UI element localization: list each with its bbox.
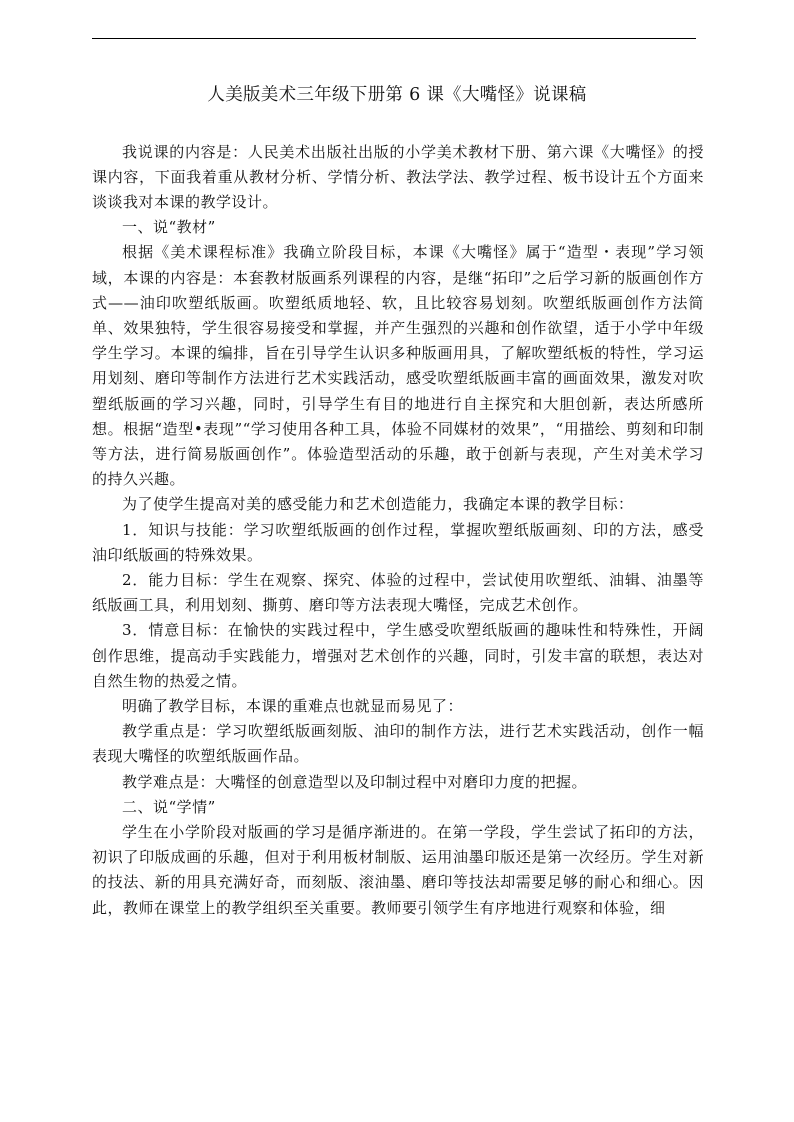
paragraph-difficulty: 教学难点是：大嘴怪的创意造型以及印制过程中对磨印力度的把握。 bbox=[122, 772, 588, 791]
paragraph-goal-2: 2．能力目标：学生在观察、探究、体验的过程中，尝试使用吹塑纸、油辑、油墨等纸版画工具，利用划刻、撕剪、磨印等方法表现大嘴怪，完成艺术创作。 bbox=[92, 570, 704, 615]
paragraph-goal-3: 3．情意目标：在愉快的实践过程中，学生感受吹塑纸版画的趣味性和特殊性，开阔创作思维，提高动手实践能力，增强对艺术创作的兴趣，同时，引发丰富的联想，表达对自然生物的热爱之情。 bbox=[92, 621, 704, 690]
paragraph-goals-intro: 为了使学生提高对美的感受能力和艺术创造能力，我确定本课的教学目标： bbox=[122, 495, 634, 514]
paragraph-goal-1: 1．知识与技能：学习吹塑纸版画的创作过程，掌握吹塑纸版画刻、印的方法，感受油印纸版画的特殊效果。 bbox=[92, 520, 704, 564]
paragraph-textbook: 根据《美术课程标准》我确立阶段目标，本课《大嘴怪》属于“造型・表现”学习领域，本课的内容是：本套教材版画系列课程的内容，是继“拓印”之后学习新的版画创作方式——油印吹塑纸版画。吹塑纸质地轻、软，且比较容易划刻。吹塑纸版画创作方法简单、效果独特，学生很容易接受和掌握，并产生强烈的兴趣和创作欲望，适于小学中年级学生学习。本课的编排，旨在引导学生认识多种版画用具，了解吹塑纸板的特性，学习运用划刻、磨印等制作方法进行艺术实践活动，感受吹塑纸版画丰富的画面效果，激发对吹塑纸版画的学习兴趣，同时，引导学生有目的地进行自主探究和大胆创新，表达所感所想。根据“造型•表现”“学习使用各种工具，体验不同媒材的效果”，“用描绘、剪刻和印制等方法，进行简易版画创作”。体验造型活动的乐趣，敢于创新与表现，产生对美术学习的持久兴趣。 bbox=[92, 243, 704, 489]
paragraph-key-points-intro: 明确了教学目标，本课的重难点也就显而易见了： bbox=[122, 696, 464, 715]
document-title: 人美版美术三年级下册第 6 课《大嘴怪》说课稿 bbox=[207, 85, 587, 105]
section-heading-textbook: 一、说“教材” bbox=[122, 218, 216, 237]
paragraph-intro: 我说课的内容是：人民美术出版社出版的小学美术教材下册、第六课《大嘴怪》的授课内容，下面我着重从教材分析、学情分析、教法学法、教学过程、板书设计五个方面来谈谈我对本课的教学设计。 bbox=[92, 142, 704, 211]
paragraph-key-point: 教学重点是：学习吹塑纸版画刻版、油印的制作方法，进行艺术实践活动，创作一幅表现大嘴怪的吹塑纸版画作品。 bbox=[92, 722, 704, 766]
section-heading-learners: 二、说“学情” bbox=[122, 797, 216, 816]
paragraph-learners: 学生在小学阶段对版画的学习是循序渐进的。在第一学段，学生尝试了拓印的方法，初识了印版成画的乐趣，但对于利用板材制版、运用油墨印版还是第一次经历。学生对新的技法、新的用具充满好奇，而刻版、滚油墨、磨印等技法却需要足够的耐心和细心。因此，教师在课堂上的教学组织至关重要。教师要引领学生有序地进行观察和体验，细 bbox=[92, 822, 704, 917]
header-rule bbox=[92, 38, 696, 39]
document-body bbox=[92, 140, 704, 921]
